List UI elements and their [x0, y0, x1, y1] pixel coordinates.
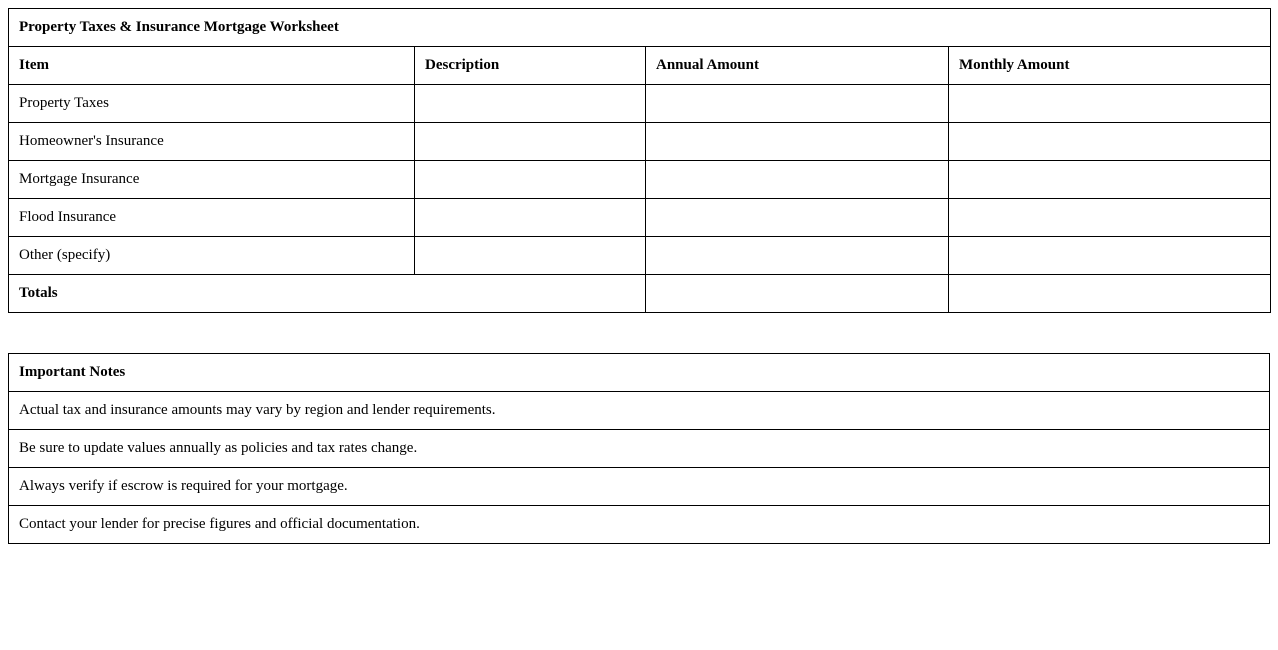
note-text: Contact your lender for precise figures and official documentation. — [9, 506, 1270, 544]
table-row — [9, 161, 1271, 199]
row-monthly-amount — [949, 161, 1271, 199]
totals-annual-amount — [646, 275, 949, 313]
row-description — [415, 161, 646, 199]
row-monthly-amount — [949, 237, 1271, 275]
row-item: Flood Insurance — [9, 199, 415, 237]
table-row — [9, 199, 1271, 237]
note-text: Be sure to update values annually as policies and tax rates change. — [9, 430, 1270, 468]
row-item: Homeowner's Insurance — [9, 123, 415, 161]
row-item: Mortgage Insurance — [9, 161, 415, 199]
row-annual-amount — [646, 199, 949, 237]
list-item — [9, 506, 1270, 544]
row-description — [415, 85, 646, 123]
row-monthly-amount — [949, 199, 1271, 237]
list-item — [9, 392, 1270, 430]
row-annual-amount — [646, 85, 949, 123]
row-monthly-amount — [949, 85, 1271, 123]
notes-table — [8, 353, 1270, 544]
row-item: Other (specify) — [9, 237, 415, 275]
row-annual-amount — [646, 161, 949, 199]
note-text: Always verify if escrow is required for your mortgage. — [9, 468, 1270, 506]
list-item — [9, 430, 1270, 468]
row-description — [415, 199, 646, 237]
totals-row — [9, 275, 1271, 313]
header-item: Item — [9, 47, 415, 85]
row-monthly-amount — [949, 123, 1271, 161]
header-description: Description — [415, 47, 646, 85]
header-annual-amount: Annual Amount — [646, 47, 949, 85]
worksheet-title-row — [9, 9, 1271, 47]
worksheet-table — [8, 8, 1271, 313]
totals-monthly-amount — [949, 275, 1271, 313]
note-text: Actual tax and insurance amounts may vary by region and lender requirements. — [9, 392, 1270, 430]
row-item: Property Taxes — [9, 85, 415, 123]
row-description — [415, 123, 646, 161]
worksheet-header-row — [9, 47, 1271, 85]
header-monthly-amount: Monthly Amount — [949, 47, 1271, 85]
row-annual-amount — [646, 123, 949, 161]
table-row — [9, 237, 1271, 275]
row-annual-amount — [646, 237, 949, 275]
worksheet-title: Property Taxes & Insurance Mortgage Worksheet — [9, 9, 1271, 47]
table-row — [9, 123, 1271, 161]
row-description — [415, 237, 646, 275]
table-row — [9, 85, 1271, 123]
notes-title: Important Notes — [9, 354, 1270, 392]
notes-title-row — [9, 354, 1270, 392]
list-item — [9, 468, 1270, 506]
totals-label: Totals — [9, 275, 646, 313]
